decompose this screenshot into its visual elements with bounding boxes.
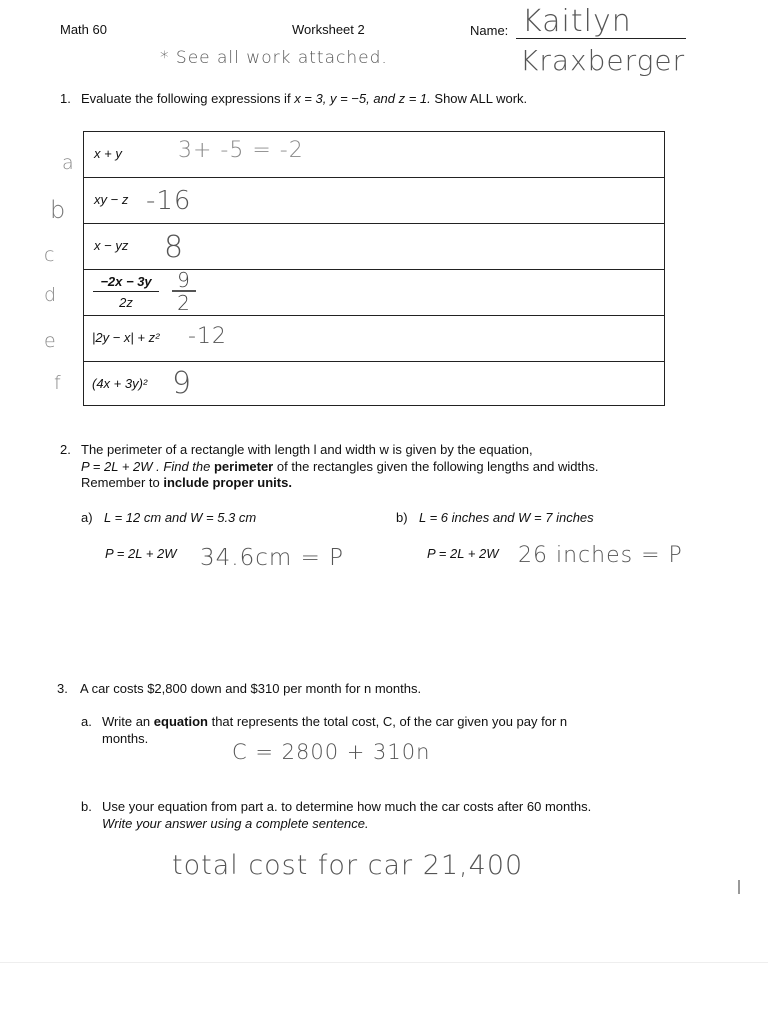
q3a-text-tail: that represents the total cost, C, of the car given you pay for n	[211, 714, 568, 729]
q1-number: 1.	[60, 91, 71, 106]
answer-f: 9	[172, 366, 193, 401]
q2-line3	[81, 475, 292, 490]
answer-d-numerator: 9	[172, 270, 196, 292]
handwritten-first-name: Kaitlyn	[522, 4, 632, 39]
q1-prompt-tail: Show ALL work.	[434, 91, 528, 106]
q1-prompt	[81, 91, 527, 106]
answer-e: -12	[188, 324, 227, 349]
answer-c: 8	[164, 230, 185, 265]
q2-formula-inline: P = 2L + 2W . Find the	[81, 459, 211, 474]
expression-xy-minus-z: xy − z	[94, 192, 129, 207]
row-letter-c: c	[44, 244, 56, 266]
table-row	[84, 270, 664, 316]
expressions-table	[83, 131, 665, 406]
fraction-denominator: 2z	[119, 295, 133, 310]
expression-x-minus-yz: x − yz	[94, 238, 129, 253]
row-letter-b: b	[50, 196, 67, 224]
q3b-answer: total cost for car 21,400	[172, 850, 524, 881]
worksheet-title: Worksheet 2	[292, 22, 365, 37]
q3a-label: a.	[81, 714, 92, 729]
q3a-text-lead: Write an	[102, 714, 151, 729]
q2b-label: b)	[396, 510, 408, 525]
q1-conditions: x = 3, y = −5, and z = 1.	[294, 91, 431, 106]
course-title: Math 60	[60, 22, 107, 37]
q2b-given: L = 6 inches and W = 7 inches	[419, 510, 594, 525]
q2a-given: L = 12 cm and W = 5.3 cm	[104, 510, 257, 525]
expression-absolute-value: |2y − x| + z²	[92, 330, 160, 345]
table-row	[84, 132, 664, 178]
expression-x-plus-y: x + y	[94, 146, 122, 161]
q3a-text	[102, 714, 567, 729]
scan-bottom-edge	[0, 962, 768, 963]
table-row	[84, 362, 664, 407]
q3a-text-line2: months.	[102, 731, 149, 746]
q3-prompt: A car costs $2,800 down and $310 per month for n months.	[80, 681, 422, 696]
table-row	[84, 224, 664, 270]
q2b-answer: 26 inches = P	[518, 543, 683, 568]
expression-fraction	[93, 274, 159, 310]
q2-perimeter-bold: perimeter	[213, 459, 274, 474]
q2-line2	[81, 459, 598, 474]
scan-edge-mark	[738, 880, 740, 894]
q2b-formula: P = 2L + 2W	[427, 546, 499, 561]
q3a-answer: C = 2800 + 310n	[232, 740, 431, 764]
q3b-text-line2: Write your answer using a complete sentence.	[102, 816, 369, 831]
q2-line2-tail: of the rectangles given the following lengths and widths.	[276, 459, 599, 474]
table-row	[84, 178, 664, 224]
q2-line1: The perimeter of a rectangle with length l and width w is given by the equation,	[81, 442, 533, 457]
expression-squared: (4x + 3y)²	[92, 376, 148, 391]
q1-prompt-lead: Evaluate the following expressions if	[81, 91, 291, 106]
q2a-label: a)	[81, 510, 93, 525]
row-letter-a: a	[62, 152, 75, 174]
q2-line3-lead: Remember to	[81, 475, 160, 490]
q3-number: 3.	[57, 681, 68, 696]
answer-b: -16	[146, 186, 192, 216]
q3b-text-line1: Use your equation from part a. to determine how much the car costs after 60 months.	[102, 799, 592, 814]
name-label: Name:	[470, 23, 509, 38]
table-row	[84, 316, 664, 362]
handwritten-last-name: Kraxberger	[520, 44, 686, 77]
q3a-equation-bold: equation	[153, 714, 208, 729]
row-letter-f: f	[54, 372, 62, 394]
q2a-formula: P = 2L + 2W	[105, 546, 177, 561]
q2-number: 2.	[60, 442, 71, 457]
q3b-label: b.	[81, 799, 92, 814]
row-letter-d: d	[44, 284, 58, 306]
q2a-answer: 34.6cm = P	[200, 545, 345, 571]
answer-d-fraction	[172, 270, 196, 314]
row-letter-e: e	[44, 330, 57, 352]
q2-units-bold: include proper units.	[163, 475, 292, 490]
handwritten-work-note: * See all work attached.	[160, 48, 388, 68]
answer-a: 3+ -5 = -2	[178, 138, 304, 163]
fraction-numerator: −2x − 3y	[93, 274, 159, 292]
answer-d-denominator: 2	[177, 291, 191, 315]
